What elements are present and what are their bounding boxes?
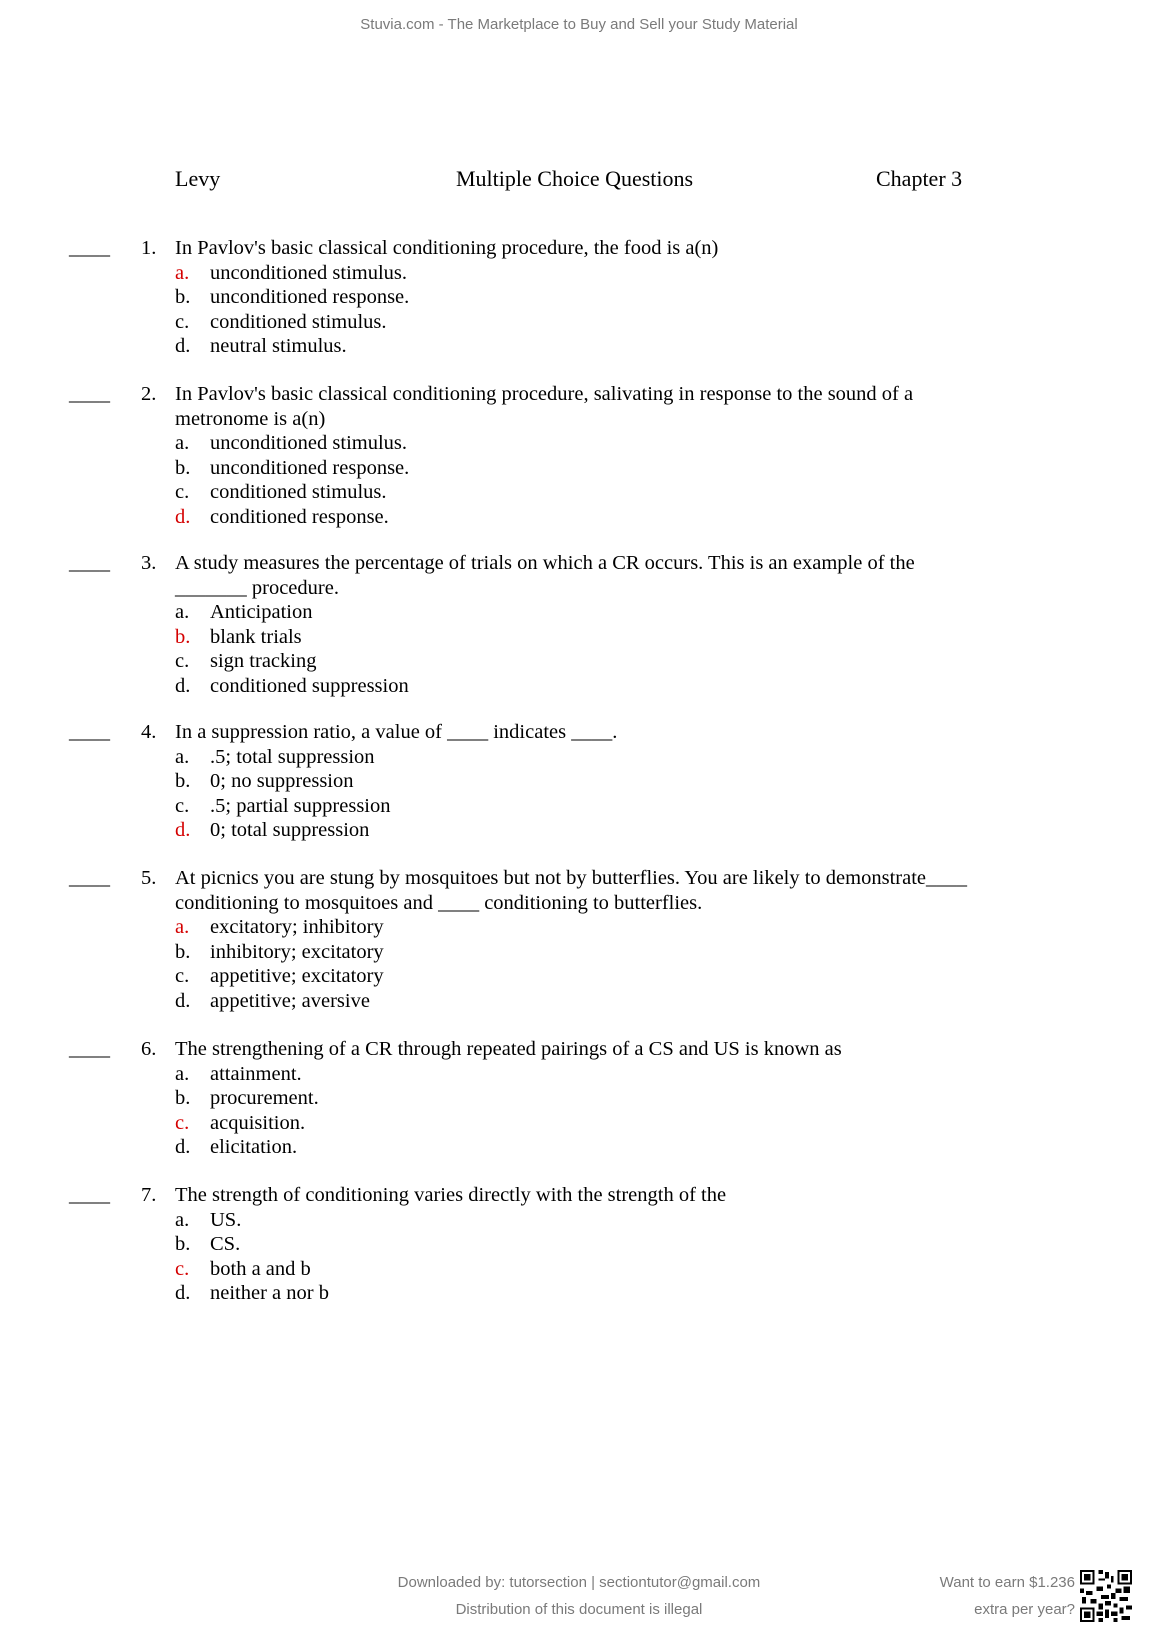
- answer-choice: [175, 1208, 1035, 1233]
- choice-text: Anticipation: [210, 601, 313, 623]
- choice-letter: a.: [175, 916, 190, 938]
- choice-text: appetitive; excitatory: [210, 965, 384, 987]
- choice-letter: d.: [175, 1136, 191, 1158]
- choice-list: [175, 745, 1035, 843]
- choice-text: conditioned suppression: [210, 674, 409, 697]
- choice-list: [175, 600, 1035, 698]
- choice-text: elicitation.: [210, 1136, 298, 1158]
- choice-text: .5; total suppression: [210, 745, 375, 768]
- answer-choice: [175, 794, 1035, 819]
- question-number: 7.: [141, 1184, 157, 1206]
- choice-text: .5; partial suppression: [210, 794, 391, 817]
- choice-letter: b.: [175, 770, 191, 792]
- answer-choice: [175, 1135, 1035, 1160]
- question-text: At picnics you are stung by mosquitoes but not by butterflies. You are likely to demonstrate____: [175, 867, 967, 889]
- question-text: conditioning to mosquitoes and ____ conditioning to butterflies.: [175, 891, 703, 914]
- question-body: [175, 236, 1035, 359]
- choice-letter: b.: [175, 625, 191, 648]
- choice-text: unconditioned response.: [210, 456, 410, 479]
- choice-list: [175, 1062, 1035, 1160]
- answer-blank: ____: [69, 237, 110, 259]
- question-text: In Pavlov's basic classical conditioning procedure, salivating in response to the sound of a: [175, 383, 914, 405]
- choice-letter: a.: [175, 261, 190, 284]
- choice-letter: d.: [175, 989, 191, 1012]
- site-banner: Stuvia.com - The Marketplace to Buy and Sell your Study Material: [360, 16, 798, 33]
- choice-letter: a.: [175, 432, 190, 454]
- question-number: 3.: [141, 552, 157, 574]
- answer-choice: [175, 600, 1035, 625]
- choice-letter: d.: [175, 335, 191, 357]
- answer-choice: [175, 261, 1035, 286]
- question-number: 5.: [141, 867, 157, 889]
- answer-choice: [175, 769, 1035, 794]
- answer-blank: ____: [69, 1184, 110, 1206]
- choice-text: sign tracking: [210, 650, 317, 672]
- question-text: A study measures the percentage of trials on which a CR occurs. This is an example of the: [175, 552, 915, 574]
- answer-choice: [175, 1232, 1035, 1257]
- choice-letter: a.: [175, 745, 190, 768]
- question-text: The strengthening of a CR through repeated pairings of a CS and US is known as: [175, 1038, 842, 1060]
- question-number: 1.: [141, 237, 157, 259]
- choice-text: conditioned stimulus.: [210, 481, 387, 503]
- choice-text: conditioned response.: [210, 505, 389, 528]
- answer-choice: [175, 1062, 1035, 1087]
- choice-text: blank trials: [210, 625, 302, 648]
- question-body: [175, 382, 1035, 529]
- choice-letter: d.: [175, 674, 191, 697]
- question-body: [175, 551, 1035, 698]
- question-body: [175, 720, 1035, 843]
- answer-choice: [175, 1281, 1035, 1306]
- question-text: _______ procedure.: [175, 576, 339, 599]
- choice-letter: c.: [175, 1111, 190, 1134]
- answer-choice: [175, 915, 1035, 940]
- question-body: [175, 866, 1035, 1013]
- footer-earn-line2: extra per year?: [974, 1601, 1075, 1618]
- question-text: In Pavlov's basic classical conditioning procedure, the food is a(n): [175, 237, 719, 259]
- choice-letter: d.: [175, 1282, 191, 1304]
- answer-choice: [175, 989, 1035, 1014]
- choice-text: both a and b: [210, 1257, 311, 1280]
- choice-letter: a.: [175, 1062, 190, 1085]
- answer-choice: [175, 505, 1035, 530]
- choice-text: excitatory; inhibitory: [210, 916, 384, 938]
- question-number: 4.: [141, 721, 157, 743]
- choice-list: [175, 915, 1035, 1013]
- footer-earn-line1: Want to earn $1.236: [939, 1574, 1075, 1591]
- choice-text: neutral stimulus.: [210, 335, 347, 357]
- answer-choice: [175, 625, 1035, 650]
- choice-text: 0; no suppression: [210, 770, 354, 792]
- answer-choice: [175, 818, 1035, 843]
- choice-letter: d.: [175, 819, 191, 841]
- header-author: Levy: [175, 166, 221, 191]
- choice-letter: b.: [175, 1087, 191, 1109]
- answer-choice: [175, 745, 1035, 770]
- choice-text: appetitive; aversive: [210, 989, 370, 1012]
- answer-blank: ____: [69, 721, 110, 743]
- question-body: [175, 1037, 1035, 1160]
- choice-list: [175, 431, 1035, 529]
- answer-choice: [175, 285, 1035, 310]
- choice-text: acquisition.: [210, 1111, 306, 1134]
- choice-text: inhibitory; excitatory: [210, 940, 384, 963]
- choice-text: unconditioned stimulus.: [210, 432, 408, 454]
- choice-text: 0; total suppression: [210, 819, 370, 841]
- answer-choice: [175, 334, 1035, 359]
- answer-choice: [175, 456, 1035, 481]
- choice-letter: c.: [175, 965, 190, 987]
- answer-choice: [175, 940, 1035, 965]
- answer-choice: [175, 964, 1035, 989]
- choice-letter: b.: [175, 1233, 191, 1255]
- answer-choice: [175, 480, 1035, 505]
- answer-choice: [175, 674, 1035, 699]
- question-text: In a suppression ratio, a value of ____ indicates ____.: [175, 721, 618, 743]
- choice-text: US.: [210, 1208, 242, 1231]
- footer-distribution-notice: Distribution of this document is illegal: [455, 1601, 703, 1618]
- choice-letter: a.: [175, 1208, 190, 1231]
- choice-text: neither a nor b: [210, 1282, 329, 1304]
- choice-letter: d.: [175, 505, 191, 528]
- answer-blank: ____: [69, 1038, 110, 1060]
- question-text: The strength of conditioning varies directly with the strength of the: [175, 1184, 727, 1206]
- choice-letter: c.: [175, 794, 190, 817]
- choice-text: procurement.: [210, 1087, 319, 1109]
- choice-list: [175, 261, 1035, 359]
- question-text: metronome is a(n): [175, 407, 326, 430]
- choice-letter: c.: [175, 650, 190, 672]
- answer-blank: ____: [69, 383, 110, 405]
- choice-list: [175, 1208, 1035, 1306]
- choice-letter: b.: [175, 940, 191, 963]
- choice-letter: c.: [175, 310, 190, 333]
- choice-text: conditioned stimulus.: [210, 310, 387, 333]
- choice-text: CS.: [210, 1233, 241, 1255]
- page-title: Multiple Choice Questions: [456, 166, 694, 191]
- answer-choice: [175, 310, 1035, 335]
- answer-choice: [175, 1086, 1035, 1111]
- question-body: [175, 1183, 1035, 1306]
- answer-choice: [175, 1257, 1035, 1282]
- answer-blank: ____: [69, 867, 110, 889]
- header-chapter: Chapter 3: [876, 166, 963, 191]
- question-number: 2.: [141, 383, 157, 405]
- footer-downloaded-by: Downloaded by: tutorsection | sectiontutor@gmail.com: [397, 1574, 761, 1591]
- choice-letter: b.: [175, 286, 191, 308]
- choice-letter: a.: [175, 601, 190, 623]
- choice-text: unconditioned stimulus.: [210, 261, 408, 284]
- choice-letter: b.: [175, 456, 191, 479]
- qr-code-icon[interactable]: [1080, 1570, 1132, 1622]
- answer-choice: [175, 649, 1035, 674]
- answer-choice: [175, 431, 1035, 456]
- answer-choice: [175, 1111, 1035, 1136]
- answer-blank: ____: [69, 552, 110, 574]
- choice-text: unconditioned response.: [210, 286, 410, 308]
- choice-letter: c.: [175, 1257, 190, 1280]
- question-number: 6.: [141, 1038, 157, 1060]
- choice-letter: c.: [175, 481, 190, 503]
- choice-text: attainment.: [210, 1062, 302, 1085]
